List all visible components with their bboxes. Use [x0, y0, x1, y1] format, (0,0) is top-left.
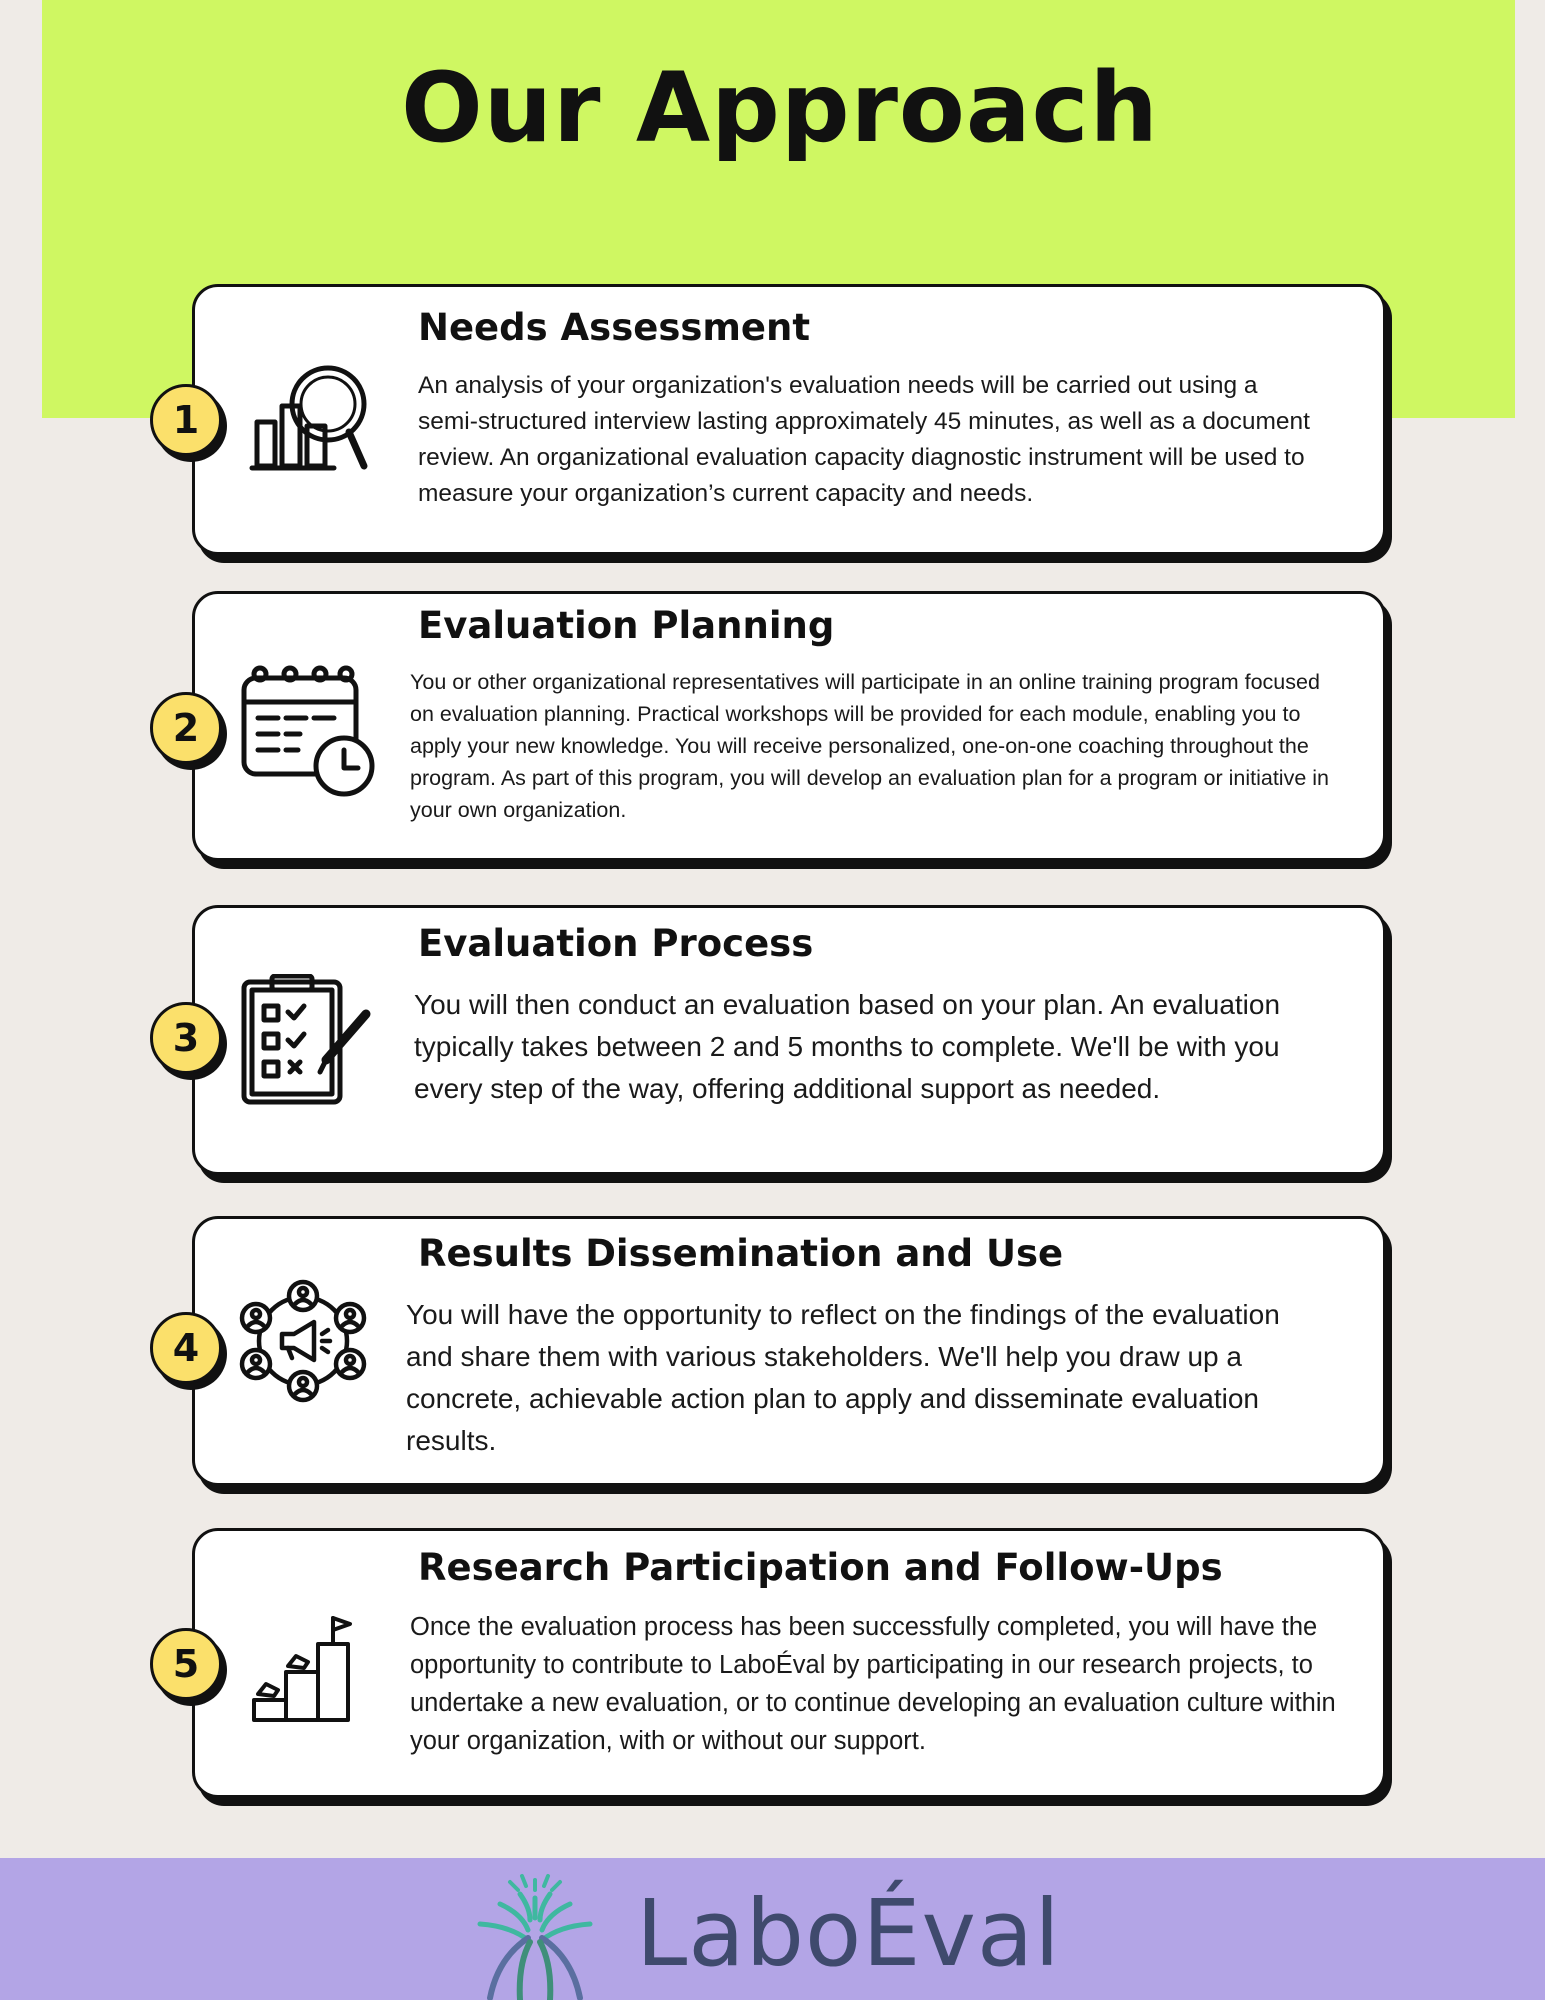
- megaphone-network-icon: [238, 1278, 368, 1404]
- step-description: You will then conduct an evaluation based on your plan. An evaluation typically takes between 2 and 5 months to complete. We'll be with you every step of the way, offering additional support as needed.: [414, 989, 1281, 1104]
- stairs-flag-icon: [248, 1616, 358, 1724]
- step-description: Once the evaluation process has been successfully completed, you will have the opportunity to contribute to LaboÉval by participating in our research projects, to undertake a new evaluation, or to continue developing an evaluation culture within your organization, with or without our support.: [410, 1613, 1336, 1755]
- step-title: Evaluation Planning: [418, 604, 835, 647]
- step-description: An analysis of your organization's evaluation needs will be carried out using a semi-structured interview lasting approximately 45 minutes, as well as a document review. An organizational evaluation capacity diagnostic instrument will be used to measure your organization’s current capacity and needs.: [418, 372, 1310, 507]
- step-title: Needs Assessment: [418, 306, 811, 349]
- step-title: Research Participation and Follow-Ups: [418, 1546, 1223, 1589]
- step-title: Evaluation Process: [418, 922, 814, 965]
- calendar-clock-icon: [238, 660, 378, 800]
- step-description: You or other organizational representatives will participate in an online training program focused on evaluation planning. Practical workshops will be provided for each module, enabling you to apply your new knowledge. You will receive personalized, one-on-one coaching throughout the program. As part of this program, you will develop an evaluation plan for a program or initiative in your own organization.: [410, 670, 1329, 822]
- step-number-badge: 4: [150, 1312, 222, 1384]
- clipboard-checklist-icon: [238, 974, 378, 1108]
- step-number-badge: 3: [150, 1002, 222, 1074]
- step-description: You will have the opportunity to reflect on the findings of the evaluation and share them with various stakeholders. We'll help you draw up a concrete, achievable action plan to apply and disseminate evaluation results.: [406, 1299, 1280, 1456]
- step-number-badge: 5: [150, 1628, 222, 1700]
- step-number-badge: 2: [150, 692, 222, 764]
- brand-wordmark: LaboÉval: [636, 1880, 1061, 1987]
- step-title: Results Dissemination and Use: [418, 1232, 1064, 1275]
- magnifier-chart-icon: [248, 362, 378, 474]
- step-number-badge: 1: [150, 384, 222, 456]
- page-title: Our Approach: [401, 52, 1159, 164]
- tree-logo-icon: [470, 1868, 600, 2000]
